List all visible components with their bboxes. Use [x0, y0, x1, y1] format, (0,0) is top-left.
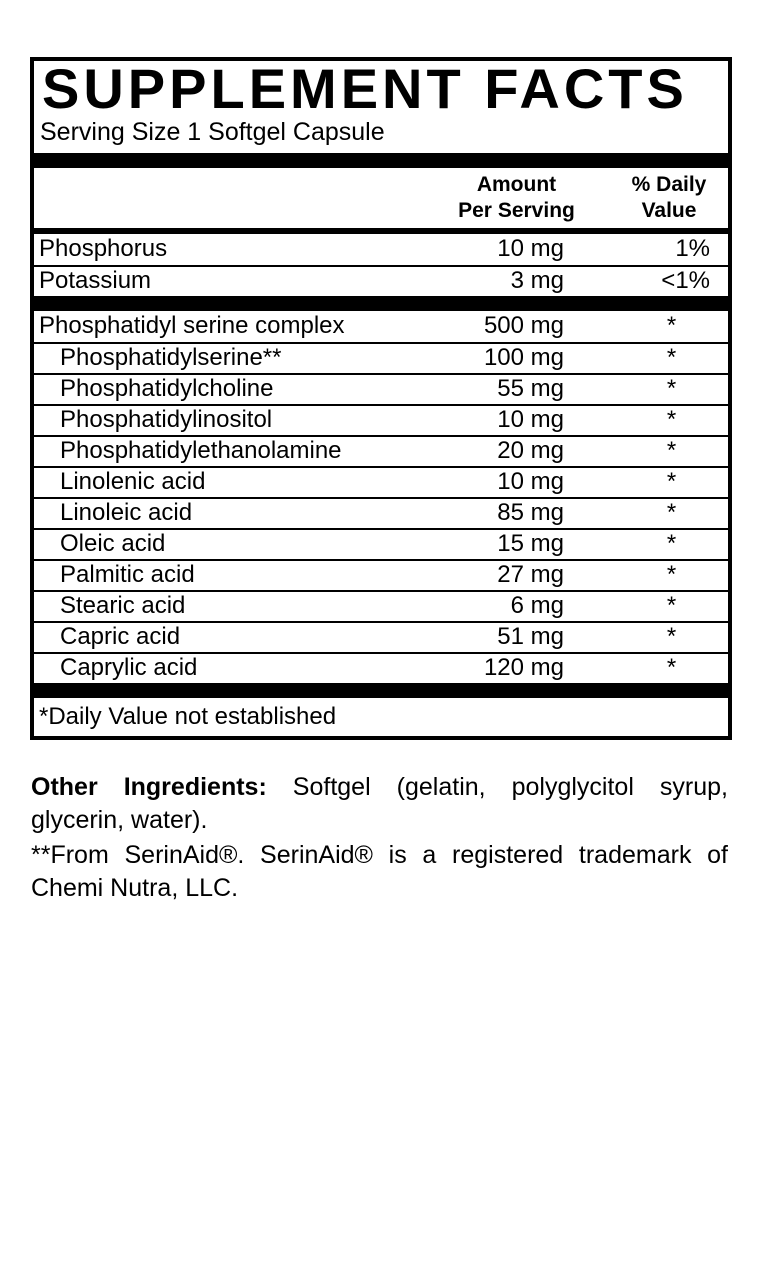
nutrient-daily-value: *: [666, 654, 677, 682]
nutrient-name: Phosphatidylethanolamine: [60, 437, 342, 465]
other-ingredients-label: Other Ingredients:: [31, 773, 267, 801]
nutrient-amount: 15 mg: [497, 530, 564, 558]
column-headers-row: [38, 168, 724, 228]
table-row: [34, 342, 728, 373]
table-row: [34, 435, 728, 466]
nutrient-daily-value: *: [666, 592, 677, 620]
nutrient-daily-value: *: [666, 375, 677, 403]
nutrient-amount: 3 mg: [510, 267, 564, 295]
section-divider-bar: [30, 296, 732, 311]
nutrient-daily-value: *: [666, 437, 677, 465]
nutrient-amount: 120 mg: [483, 654, 564, 682]
nutrient-daily-value: *: [666, 623, 677, 651]
nutrient-name: Phosphatidylcholine: [60, 375, 274, 403]
header-divider-bar: [34, 153, 728, 168]
nutrient-amount: 27 mg: [497, 561, 564, 589]
nutrient-amount: 500 mg: [483, 312, 564, 340]
facts-rows: [34, 228, 728, 736]
other-ingredients-paragraph: [31, 771, 728, 837]
table-row: [34, 466, 728, 497]
nutrient-amount: 10 mg: [497, 406, 564, 434]
nutrient-daily-value: *: [666, 468, 677, 496]
dv-header-line2: Value: [641, 199, 697, 223]
nutrient-amount: 85 mg: [497, 499, 564, 527]
other-ingredients-text: Softgel (gelatin, polyglycitol syrup, glycerin, water).: [31, 773, 728, 834]
section-divider-bar: [30, 683, 732, 698]
amount-header-line2: Per Serving: [458, 199, 575, 223]
nutrient-name: Capric acid: [60, 623, 181, 651]
daily-value-column-header: [594, 172, 724, 225]
table-row: [34, 497, 728, 528]
table-row: [34, 621, 728, 652]
nutrient-amount: 100 mg: [483, 344, 564, 372]
nutrient-daily-value: <1%: [661, 267, 710, 295]
trademark-paragraph: **From SerinAid®. SerinAid® is a registered trademark of Chemi Nutra, LLC.: [31, 841, 728, 902]
nutrient-daily-value: *: [666, 530, 677, 558]
table-row: [34, 234, 728, 265]
nutrient-name: Phosphatidylinositol: [60, 406, 273, 434]
nutrient-amount: 10 mg: [497, 468, 564, 496]
nutrient-name: Oleic acid: [60, 530, 166, 558]
nutrient-name: Phosphatidylserine**: [60, 344, 282, 372]
amount-header-line1: Amount: [476, 173, 557, 197]
table-row: [34, 311, 728, 342]
nutrient-name: *Daily Value not established: [39, 702, 337, 730]
nutrient-name: Phosphorus: [39, 235, 168, 263]
serving-size-text: Serving Size 1 Softgel Capsule: [40, 118, 385, 147]
nutrient-amount: 10 mg: [497, 235, 564, 263]
nutrient-name: Palmitic acid: [60, 561, 195, 589]
nutrient-daily-value: *: [666, 561, 677, 589]
nutrient-amount: 20 mg: [497, 437, 564, 465]
nutrient-name: Caprylic acid: [60, 654, 198, 682]
table-row: [34, 698, 728, 736]
table-row: [34, 265, 728, 296]
nutrient-daily-value: *: [666, 406, 677, 434]
nutrient-name: Linolenic acid: [60, 468, 206, 496]
table-row: [34, 559, 728, 590]
nutrient-name: Linoleic acid: [60, 499, 193, 527]
dv-header-line1: % Daily: [631, 173, 707, 197]
nutrient-amount: 51 mg: [497, 623, 564, 651]
supplement-facts-panel: [30, 57, 732, 740]
table-row: [34, 590, 728, 621]
nutrient-name: Potassium: [39, 267, 152, 295]
table-row: [34, 404, 728, 435]
panel-title: SUPPLEMENT FACTS: [42, 57, 688, 120]
nutrient-amount: 55 mg: [497, 375, 564, 403]
table-row: [34, 373, 728, 404]
nutrient-daily-value: 1%: [675, 235, 710, 263]
nutrient-amount: 6 mg: [510, 592, 564, 620]
table-row: [34, 652, 728, 683]
nutrient-name: Stearic acid: [60, 592, 186, 620]
nutrient-daily-value: *: [666, 499, 677, 527]
table-row: [34, 528, 728, 559]
nutrient-name: Phosphatidyl serine complex: [39, 312, 345, 340]
amount-column-header: [439, 172, 594, 225]
nutrient-daily-value: *: [666, 312, 677, 340]
nutrient-daily-value: *: [666, 344, 677, 372]
